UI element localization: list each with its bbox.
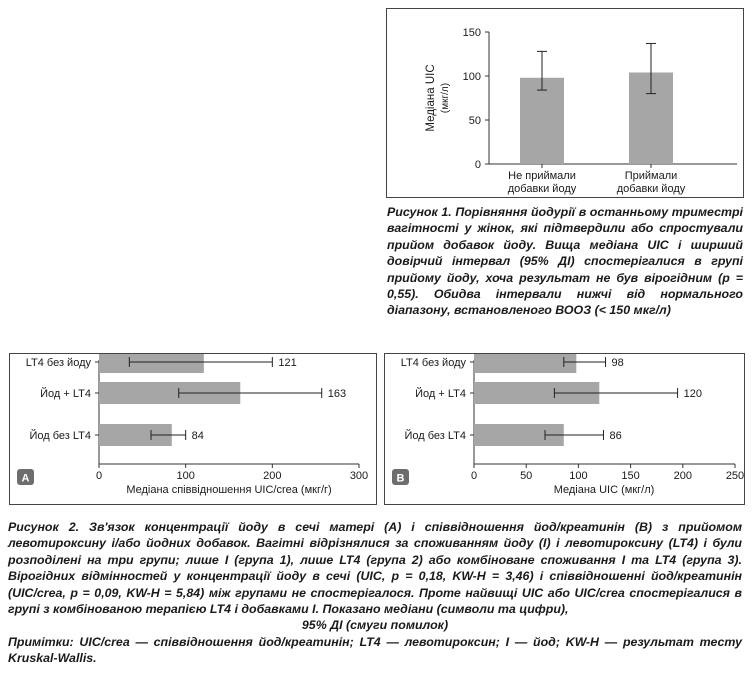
x-axis-label: Медіана співвідношення UIC/crea (мкг/г) [126,484,332,496]
x-axis-label: Медіана UIC (мкг/л) [553,484,655,496]
y-tick-label: 150 [462,27,481,39]
value-label: 120 [683,388,702,400]
category-label: LT4 без йоду [25,357,91,369]
y-tick-label: 100 [462,71,481,83]
value-label: 163 [327,388,347,400]
figure-1-chart [387,9,743,197]
category-label: Йод + LT4 [415,388,466,400]
value-label: 98 [611,357,624,369]
x-tick-label: 0 [95,470,103,482]
panel-badge-letter: B [396,472,405,485]
y-tick-label: 50 [468,115,481,127]
x-tick-label: 250 [725,470,744,482]
panel-label-badge [17,469,34,485]
x-tick-label: 200 [673,470,692,482]
category-label: Йод без LT4 [404,430,466,442]
figure-1-caption: Рисунок 1. Порівняння йодурії в останньому триместрі вагітності у жінок, які підтвердили або спростували прийом добавок йоду. Вища медіана UIC і ширший довірчий інтервал (95% ДІ) спостерігалися в групі прийому йоду, хоча результат не був вірогідним (p = 0,55). Обидва інтервали нижчі від нормального діапазону, встановленого ВООЗ (< 150 мкг/л) [387,205,743,318]
y-axis-label: Медіана UIC [425,64,437,132]
figure-1-panel [386,8,744,198]
figure-2-caption-end: 95% ДІ (смуги помилок) [301,618,449,633]
panel-label-badge [392,469,409,485]
x-tick-label: добавки йоду [507,183,577,195]
y-axis-unit: (мкг/л) [440,82,451,114]
x-tick-label: 300 [349,470,369,482]
y-tick-label: 0 [474,159,481,171]
panel-a [9,353,377,505]
category-label: LT4 без йоду [400,357,466,369]
value-label: 86 [609,430,622,442]
x-tick-label: Не приймали [508,170,576,182]
panel-b [384,353,745,505]
x-tick-label: Приймали [624,170,678,182]
x-tick-label: 150 [621,470,640,482]
bar [99,354,204,373]
value-label: 84 [191,430,204,442]
category-label: Йод + LT4 [40,388,91,400]
bar [474,354,576,373]
bar [520,78,564,164]
value-label: 121 [278,357,297,369]
x-tick-label: 100 [176,470,195,482]
category-label: Йод без LT4 [29,430,91,442]
x-tick-label: 200 [263,470,282,482]
panel-b-chart [385,354,744,504]
x-tick-label: 50 [520,470,533,482]
x-tick-label: добавки йоду [616,183,686,195]
figure-2-caption-text: Рисунок 2. Зв'язок концентрації йоду в сечі матері (А) і співвідношення йод/креатинін (В) з прийомом левотироксину і/або йодних добавок. Вагітні відрізнялися за споживанням йоду (I) і левотироксину (LT4) і були розподілені на три групи; лише I (група 1), лише LT4 (група 2) або комбіноване споживання I та LT4 (група 3). Вірогідних відмінностей у концентрації йоду в сечі (UIC, p = 0,18, KW-H = 3,46) і співвідношенні йод/креатинін (UIC/crea, p = 0,09, KW-H = 5,84) між групами не спостерігалося. Проте найвищі UIC або UIC/crea спостерігалися в групі з комбінованою терапією LT4 і добавками I. Показано медіани (символи та цифри), [8,520,742,617]
figure-2-note: Примітки: UIC/crea — співвідношення йод/креатинін; LT4 — левотироксин; I — йод; KW-H — результат тесту Kruskal-Wallis. [8,634,742,666]
figure-2-caption [8,519,742,667]
x-tick-label: 100 [569,470,588,482]
panel-a-chart [10,354,376,504]
x-tick-label: 0 [470,470,478,482]
panel-badge-letter: A [21,472,30,485]
